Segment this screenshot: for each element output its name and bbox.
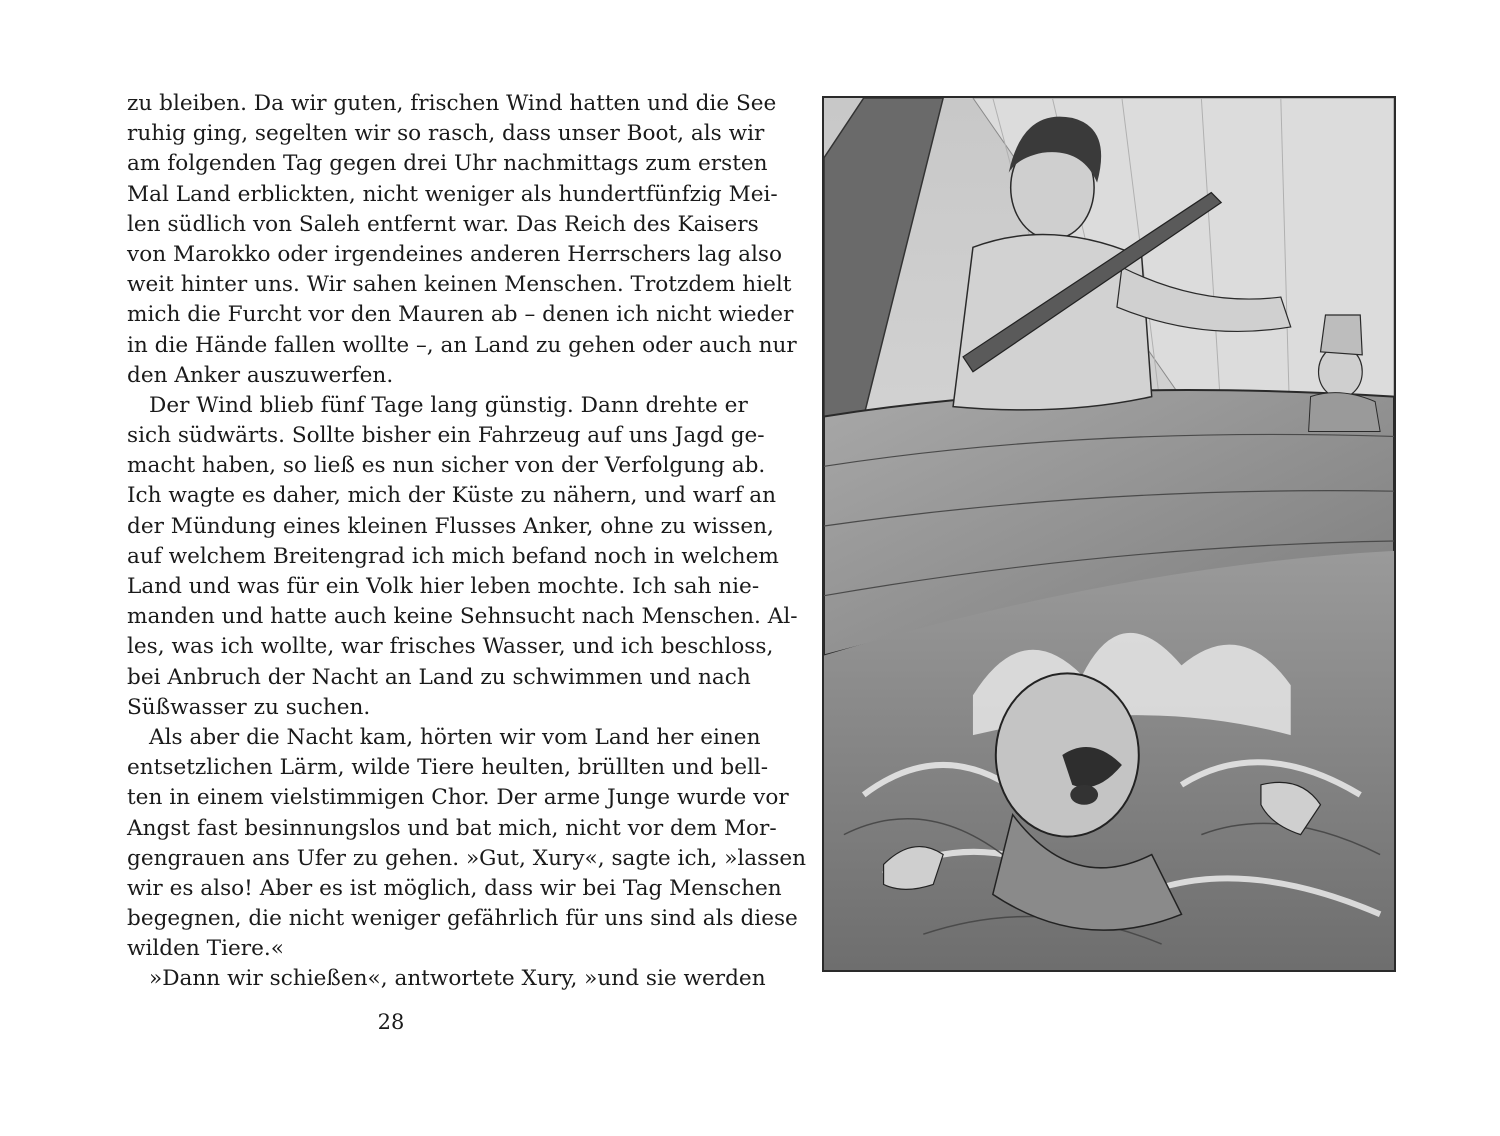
swimmer-mouth [1070,785,1098,805]
text-line: len südlich von Saleh entfernt war. Das Reich des Kaisers [127,211,759,237]
text-line: zu bleiben. Da wir guten, frischen Wind hatten und die See [127,91,777,116]
text-line: Land und was für ein Volk hier leben mochte. Ich sah nie- [127,574,760,599]
text-line: Ich wagte es daher, mich der Küste zu nähern, und warf an [127,483,777,509]
text-line: sich südwärts. Sollte bisher ein Fahrzeug auf uns Jagd ge- [127,423,765,449]
text-line: les, was ich wollte, war frisches Wasser, und ich beschloss, [127,634,774,660]
text-line: in die Hände fallen wollte –, an Land zu gehen oder auch nur [127,332,797,358]
text-line: Süßwasser zu suchen. [127,694,371,720]
text-line: wilden Tiere.« [127,936,284,962]
text-line: am folgenden Tag gegen drei Uhr nachmittags zum ersten [127,151,768,177]
boy-hat [1321,315,1363,355]
text-line: »Dann wir schießen«, antwortete Xury, »und sie werden [149,966,766,992]
text-line: Angst fast besinnungslos und bat mich, nicht vor dem Mor- [127,815,777,841]
text-line: Der Wind blieb fünf Tage lang günstig. Dann drehte er [149,392,748,418]
page-number: 28 [377,1010,405,1034]
paragraph-4 [127,964,766,994]
text-line: weit hinter uns. Wir sahen keinen Menschen. Trotzdem hielt [127,272,792,298]
text-line: von Marokko oder irgendeines anderen Herrschers lag also [127,241,782,267]
text-line: wir es also! Aber es ist möglich, dass wir bei Tag Menschen [127,875,782,901]
paragraph-2 [127,391,798,723]
text-line: ruhig ging, segelten wir so rasch, dass unser Boot, als wir [127,121,765,147]
text-line: den Anker auszuwerfen. [127,362,394,388]
text-line: macht haben, so ließ es nun sicher von der Verfolgung ab. [127,453,766,479]
text-line: begegnen, die nicht weniger gefährlich für uns sind als diese [127,906,798,932]
text-line: mich die Furcht vor den Mauren ab – denen ich nicht wieder [127,302,794,328]
text-line: manden und hatte auch keine Sehnsucht nach Menschen. Al- [127,604,798,630]
paragraph-3 [127,723,807,965]
illustration [822,96,1396,972]
text-line: gengrauen ans Ufer zu gehen. »Gut, Xury«, sagte ich, »lassen [127,845,807,871]
body-text [127,89,807,995]
text-line: auf welchem Breitengrad ich mich befand noch in welchem [127,543,779,569]
text-line: bei Anbruch der Nacht an Land zu schwimmen und nach [127,664,751,690]
text-line: Als aber die Nacht kam, hörten wir vom Land her einen [149,724,761,750]
text-line: entsetzlichen Lärm, wilde Tiere heulten, brüllten und bell- [127,755,769,781]
paragraph-1 [127,89,797,391]
pencil-drawing-boat-scene [824,98,1394,970]
text-line: Mal Land erblickten, nicht weniger als hundertfünfzig Mei- [127,181,778,207]
text-line: ten in einem vielstimmigen Chor. Der arme Junge wurde vor [127,785,789,811]
text-line: der Mündung eines kleinen Flusses Anker, ohne zu wissen, [127,513,774,539]
